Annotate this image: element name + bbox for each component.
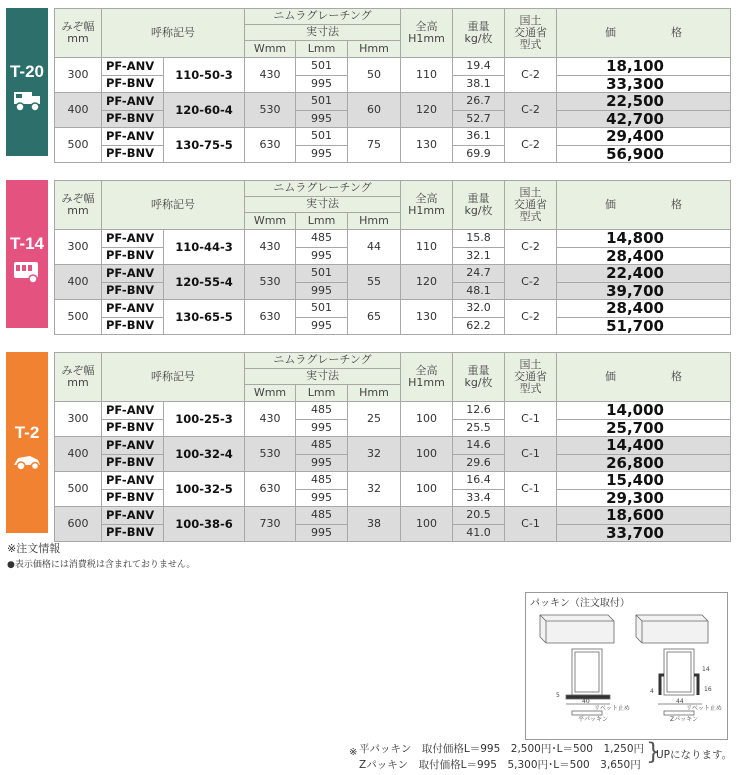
weight-cell: 36.1 [453, 128, 505, 146]
weight-cell: 33.4 [453, 489, 505, 507]
h-cell: 50 [348, 58, 401, 93]
col-width-header: みぞ幅 mm [55, 9, 102, 58]
w-cell: 630 [245, 128, 296, 163]
load-class-code: T-2 [14, 422, 40, 442]
model-cell: PF-ANV [102, 265, 164, 283]
z-packing-caption: Zパッキン [670, 716, 699, 723]
price-cell: 25,700 [557, 419, 731, 437]
col-dims-header: 実寸法 [245, 197, 401, 213]
width-cell: 400 [55, 265, 102, 300]
model-cell: PF-ANV [102, 58, 164, 76]
model-cell: PF-ANV [102, 472, 164, 490]
model-cell: PF-BNV [102, 247, 164, 265]
type-cell: C-2 [505, 128, 557, 163]
weight-cell: 69.9 [453, 145, 505, 163]
width-cell: 500 [55, 128, 102, 163]
w-cell: 430 [245, 230, 296, 265]
packing-diagram-title: パッキン（注文取付） [530, 598, 630, 609]
h-cell: 44 [348, 230, 401, 265]
weight-cell: 41.0 [453, 524, 505, 542]
model-cell: PF-ANV [102, 300, 164, 318]
col-l-header: Lmm [296, 41, 348, 58]
spec-table-t-2 [54, 352, 731, 542]
price-cell: 28,400 [557, 300, 731, 318]
w-cell: 630 [245, 472, 296, 507]
dim-z-height: 16 [704, 686, 712, 693]
model-cell: PF-ANV [102, 402, 164, 420]
type-cell: C-1 [505, 472, 557, 507]
l-cell: 995 [296, 524, 348, 542]
model-cell: PF-ANV [102, 128, 164, 146]
col-width-header: みぞ幅 mm [55, 181, 102, 230]
model-cell: PF-BNV [102, 145, 164, 163]
model-cell: PF-BNV [102, 419, 164, 437]
width-cell: 600 [55, 507, 102, 542]
table-row [55, 230, 731, 248]
h-cell: 75 [348, 128, 401, 163]
load-class-tag-t-2 [6, 352, 48, 533]
col-h-header: Hmm [348, 41, 401, 58]
price-cell: 56,900 [557, 145, 731, 163]
col-mlit-header: 国土 交通省 型式 [505, 181, 557, 230]
w-cell: 530 [245, 93, 296, 128]
table-row [55, 128, 731, 146]
col-height-header: 全高 H1mm [401, 9, 453, 58]
price-cell: 18,600 [557, 507, 731, 525]
width-cell: 400 [55, 437, 102, 472]
rivet-label-flat: リベット止め [594, 705, 630, 712]
price-cell: 14,800 [557, 230, 731, 248]
model-cell: PF-ANV [102, 93, 164, 111]
weight-cell: 12.6 [453, 402, 505, 420]
width-cell: 300 [55, 230, 102, 265]
weight-cell: 15.8 [453, 230, 505, 248]
width-cell: 500 [55, 300, 102, 335]
price-cell: 42,700 [557, 110, 731, 128]
load-class-code: T-14 [9, 234, 45, 253]
l-cell: 485 [296, 402, 348, 420]
weight-cell: 25.5 [453, 419, 505, 437]
h1-cell: 130 [401, 300, 453, 335]
l-cell: 995 [296, 247, 348, 265]
table-row [55, 300, 731, 318]
bus-icon [12, 258, 42, 286]
l-cell: 995 [296, 317, 348, 335]
h1-cell: 110 [401, 230, 453, 265]
h1-cell: 100 [401, 472, 453, 507]
l-cell: 501 [296, 58, 348, 76]
h1-cell: 120 [401, 93, 453, 128]
load-class-tag-t-14 [6, 180, 48, 328]
h-cell: 60 [348, 93, 401, 128]
price-cell: 29,400 [557, 128, 731, 146]
price-cell: 18,100 [557, 58, 731, 76]
weight-cell: 20.5 [453, 507, 505, 525]
col-product-header: ニムラグレーチング [245, 9, 401, 25]
l-cell: 485 [296, 437, 348, 455]
type-cell: C-2 [505, 300, 557, 335]
table-row [55, 402, 731, 420]
table-row [55, 265, 731, 283]
load-class-code: T-20 [9, 62, 45, 81]
col-l-header: Lmm [296, 385, 348, 402]
packing-diagram [525, 592, 728, 740]
model-cell: PF-BNV [102, 110, 164, 128]
table-row [55, 58, 731, 76]
model-cell: PF-BNV [102, 75, 164, 93]
size-code-cell: 100-32-4 [164, 437, 245, 472]
h-cell: 32 [348, 472, 401, 507]
col-code-header: 呼称記号 [102, 353, 245, 402]
col-width-header: みぞ幅 mm [55, 353, 102, 402]
type-cell: C-2 [505, 265, 557, 300]
l-cell: 995 [296, 110, 348, 128]
w-cell: 630 [245, 300, 296, 335]
price-cell: 22,500 [557, 93, 731, 111]
width-cell: 300 [55, 58, 102, 93]
col-weight-header: 重量 kg/枚 [453, 9, 505, 58]
col-w-header: Wmm [245, 213, 296, 230]
l-cell: 995 [296, 75, 348, 93]
w-cell: 430 [245, 402, 296, 437]
l-cell: 995 [296, 489, 348, 507]
size-code-cell: 120-55-4 [164, 265, 245, 300]
col-product-header: ニムラグレーチング [245, 353, 401, 369]
dim-flat-width: 40 [582, 698, 590, 705]
size-code-cell: 100-25-3 [164, 402, 245, 437]
model-cell: PF-ANV [102, 507, 164, 525]
l-cell: 995 [296, 282, 348, 300]
col-w-header: Wmm [245, 41, 296, 58]
car-icon [12, 447, 42, 475]
h-cell: 55 [348, 265, 401, 300]
model-cell: PF-BNV [102, 454, 164, 472]
flat-packing-price: 平パッキン 取付価格L＝995 2,500円･L＝500 1,250円 [359, 743, 645, 755]
size-code-cell: 110-44-3 [164, 230, 245, 265]
type-cell: C-1 [505, 507, 557, 542]
col-weight-header: 重量 kg/枚 [453, 353, 505, 402]
weight-cell: 32.1 [453, 247, 505, 265]
col-dims-header: 実寸法 [245, 369, 401, 385]
price-cell: 28,400 [557, 247, 731, 265]
h-cell: 38 [348, 507, 401, 542]
width-cell: 500 [55, 472, 102, 507]
order-info-note: ※注文情報 [7, 542, 61, 555]
col-price-header: 価 格 [557, 181, 731, 230]
weight-cell: 52.7 [453, 110, 505, 128]
tax-note: ●表示価格には消費税は含まれておりません。 [7, 560, 196, 570]
dim-flat-thick: 5 [556, 692, 560, 699]
model-cell: PF-ANV [102, 230, 164, 248]
z-packing-price: Zパッキン 取付価格L＝995 5,300円･L＝500 3,650円 [359, 759, 641, 771]
col-w-header: Wmm [245, 385, 296, 402]
type-cell: C-2 [505, 230, 557, 265]
packing-price-mark: ※ [349, 747, 358, 758]
price-cell: 29,300 [557, 489, 731, 507]
col-dims-header: 実寸法 [245, 25, 401, 41]
h1-cell: 120 [401, 265, 453, 300]
flat-packing-caption: 平パッキン [578, 716, 608, 723]
model-cell: PF-BNV [102, 524, 164, 542]
l-cell: 501 [296, 300, 348, 318]
col-code-header: 呼称記号 [102, 181, 245, 230]
dim-z-top: 14 [702, 666, 710, 673]
weight-cell: 14.6 [453, 437, 505, 455]
dim-z-thick: 4 [650, 688, 654, 695]
l-cell: 485 [296, 230, 348, 248]
h-cell: 65 [348, 300, 401, 335]
weight-cell: 29.6 [453, 454, 505, 472]
price-cell: 51,700 [557, 317, 731, 335]
col-product-header: ニムラグレーチング [245, 181, 401, 197]
weight-cell: 19.4 [453, 58, 505, 76]
col-height-header: 全高 H1mm [401, 181, 453, 230]
model-cell: PF-ANV [102, 437, 164, 455]
h1-cell: 130 [401, 128, 453, 163]
col-mlit-header: 国土 交通省 型式 [505, 9, 557, 58]
type-cell: C-2 [505, 93, 557, 128]
h-cell: 25 [348, 402, 401, 437]
table-row [55, 437, 731, 455]
w-cell: 530 [245, 437, 296, 472]
spec-table-t-14 [54, 180, 731, 335]
packing-illustration [526, 593, 727, 739]
w-cell: 530 [245, 265, 296, 300]
dim-z-width: 44 [676, 698, 684, 705]
price-cell: 33,700 [557, 524, 731, 542]
truck-icon [12, 86, 42, 114]
l-cell: 501 [296, 265, 348, 283]
l-cell: 501 [296, 128, 348, 146]
col-code-header: 呼称記号 [102, 9, 245, 58]
table-row [55, 472, 731, 490]
h1-cell: 110 [401, 58, 453, 93]
size-code-cell: 110-50-3 [164, 58, 245, 93]
w-cell: 430 [245, 58, 296, 93]
h1-cell: 100 [401, 507, 453, 542]
col-price-header: 価 格 [557, 9, 731, 58]
col-mlit-header: 国土 交通省 型式 [505, 353, 557, 402]
price-cell: 33,300 [557, 75, 731, 93]
price-cell: 15,400 [557, 472, 731, 490]
size-code-cell: 130-65-5 [164, 300, 245, 335]
rivet-label-z: リベット止め [686, 705, 722, 712]
l-cell: 995 [296, 419, 348, 437]
price-cell: 26,800 [557, 454, 731, 472]
type-cell: C-1 [505, 402, 557, 437]
l-cell: 995 [296, 145, 348, 163]
size-code-cell: 100-32-5 [164, 472, 245, 507]
spec-table-t-20 [54, 8, 731, 163]
l-cell: 501 [296, 93, 348, 111]
price-cell: 39,700 [557, 282, 731, 300]
price-cell: 22,400 [557, 265, 731, 283]
size-code-cell: 100-38-6 [164, 507, 245, 542]
l-cell: 485 [296, 472, 348, 490]
weight-cell: 24.7 [453, 265, 505, 283]
up-note: UPになります。 [656, 749, 733, 761]
price-brace: } [646, 739, 661, 765]
table-row [55, 507, 731, 525]
weight-cell: 16.4 [453, 472, 505, 490]
width-cell: 300 [55, 402, 102, 437]
w-cell: 730 [245, 507, 296, 542]
col-weight-header: 重量 kg/枚 [453, 181, 505, 230]
col-h-header: Hmm [348, 385, 401, 402]
model-cell: PF-BNV [102, 317, 164, 335]
model-cell: PF-BNV [102, 282, 164, 300]
weight-cell: 26.7 [453, 93, 505, 111]
l-cell: 485 [296, 507, 348, 525]
type-cell: C-2 [505, 58, 557, 93]
type-cell: C-1 [505, 437, 557, 472]
weight-cell: 62.2 [453, 317, 505, 335]
weight-cell: 48.1 [453, 282, 505, 300]
size-code-cell: 120-60-4 [164, 93, 245, 128]
size-code-cell: 130-75-5 [164, 128, 245, 163]
width-cell: 400 [55, 93, 102, 128]
col-height-header: 全高 H1mm [401, 353, 453, 402]
h1-cell: 100 [401, 402, 453, 437]
weight-cell: 38.1 [453, 75, 505, 93]
l-cell: 995 [296, 454, 348, 472]
price-cell: 14,400 [557, 437, 731, 455]
col-h-header: Hmm [348, 213, 401, 230]
load-class-tag-t-20 [6, 8, 48, 156]
table-row [55, 93, 731, 111]
h-cell: 32 [348, 437, 401, 472]
h1-cell: 100 [401, 437, 453, 472]
col-price-header: 価 格 [557, 353, 731, 402]
model-cell: PF-BNV [102, 489, 164, 507]
col-l-header: Lmm [296, 213, 348, 230]
price-cell: 14,000 [557, 402, 731, 420]
weight-cell: 32.0 [453, 300, 505, 318]
